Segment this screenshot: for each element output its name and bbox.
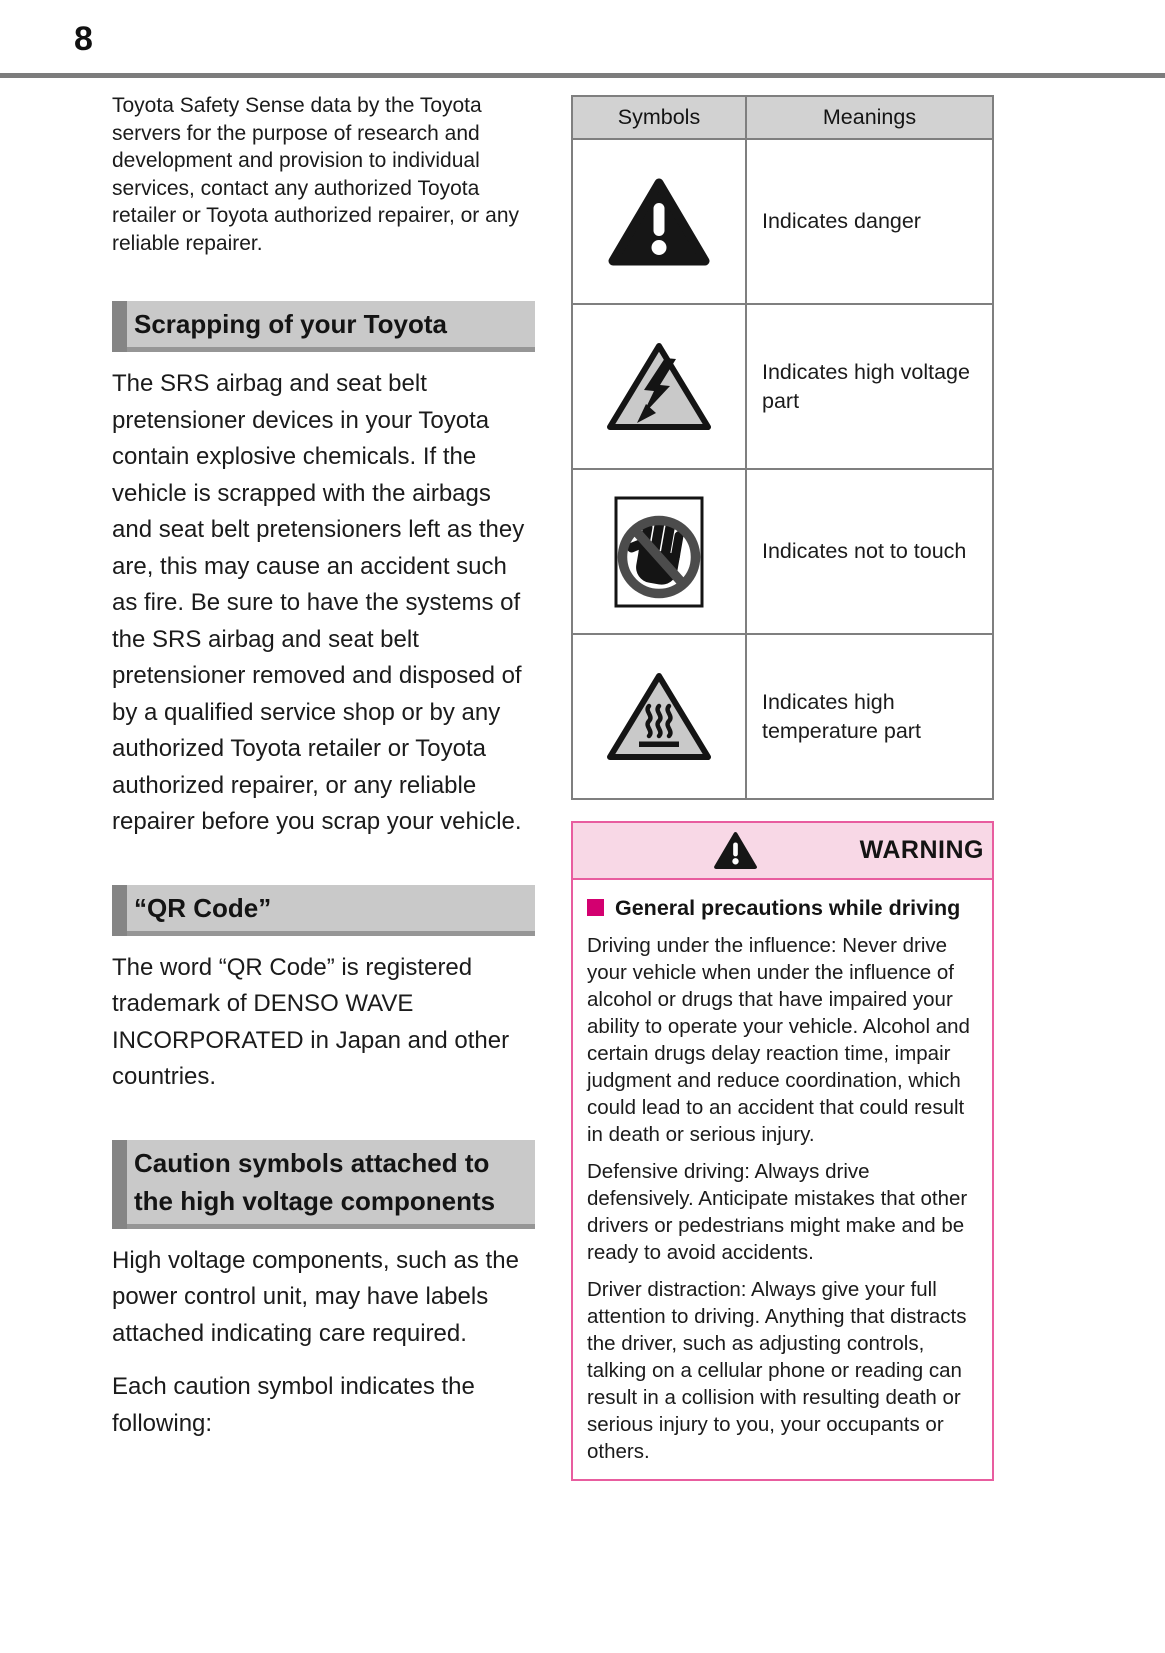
high-temperature-triangle-icon [604, 668, 714, 765]
section-header-qr-code [112, 885, 535, 936]
warning-header [573, 823, 992, 880]
table-header-row [572, 96, 993, 139]
page-content [112, 86, 994, 1481]
left-column [112, 86, 535, 1481]
warning-box [571, 821, 994, 1481]
section-header-tab [112, 301, 127, 352]
warning-paragraph: Defensive driving: Always drive defensively. Anticipate mistakes that other drivers or pedestrians might make and be ready to avoid accidents. [587, 1160, 968, 1264]
intro-paragraph: Toyota Safety Sense data by the Toyota servers for the purpose of research and development and provision to individual services, contact any authorized Toyota retailer or Toyota authorized repairer, or any reliable repairer. [112, 94, 519, 255]
meaning-cell: Indicates not to touch [746, 469, 993, 634]
high-voltage-triangle-icon [604, 338, 714, 435]
section-paragraph: Each caution symbol indicates the following: [112, 1373, 475, 1437]
symbol-cell [572, 139, 746, 304]
warning-paragraph: Driving under the influence: Never drive your vehicle when under the influence of alcohol or drugs that have impaired your ability to operate your vehicle. Alcohol and certain drugs delay reaction time, impair judgment and reduce coordination, which could lead to an accident that could result in death or serious injury. [587, 934, 970, 1146]
danger-triangle-icon [607, 176, 711, 268]
section-title: Scrapping of your Toyota [134, 309, 447, 339]
symbol-cell [572, 634, 746, 799]
warning-subheading-text: General precautions while driving [615, 896, 961, 920]
caution-symbols-table [571, 95, 994, 800]
section-header-caution-symbols [112, 1140, 535, 1229]
symbol-cell [572, 304, 746, 469]
section-header-scrapping [112, 301, 535, 352]
section-title: Caution symbols attached to the high voltage components [134, 1147, 496, 1216]
do-not-touch-icon [613, 495, 705, 609]
section-paragraph: The SRS airbag and seat belt pretensioner devices in your Toyota contain explosive chemicals. If the vehicle is scrapped with the airbags and seat belt pretensioners left as they are, this may cause an accident such as fire. Be sure to have the systems of the SRS airbag and seat belt pretensioner removed and disposed of by a qualified service shop or by any authorized Toyota retailer or Toyota authorized repairer, or any reliable repairer before you scrap your vehicle. [112, 370, 525, 835]
page-number: 8 [74, 20, 93, 58]
section-paragraph: High voltage components, such as the power control unit, may have labels attached indicating care required. [112, 1246, 519, 1347]
warning-paragraph: Driver distraction: Always give your full attention to driving. Anything that distracts the driver, such as adjusting controls, talking on a cellular phone or reading can result in a collision with resulting death or serious injury to you, your occupants or others. [587, 1278, 967, 1463]
section-paragraph: The word “QR Code” is registered trademark of DENSO WAVE INCORPORATED in Japan and other countries. [112, 953, 510, 1090]
meaning-cell: Indicates high voltage part [746, 304, 993, 469]
section-header-tab [112, 885, 127, 936]
right-column [571, 86, 994, 1481]
section-header-tab [112, 1140, 127, 1229]
warning-subheading [587, 894, 974, 922]
table-row [572, 304, 993, 469]
warning-body [573, 880, 992, 1479]
warning-title: WARNING [859, 836, 984, 864]
top-divider-rule [0, 73, 1165, 78]
table-row [572, 469, 993, 634]
meaning-cell: Indicates high temperature part [746, 634, 993, 799]
section-title: “QR Code” [134, 892, 272, 923]
symbol-cell [572, 469, 746, 634]
warning-triangle-icon [713, 831, 758, 870]
table-row [572, 139, 993, 304]
meanings-column-header: Meanings [746, 96, 993, 139]
meaning-cell: Indicates danger [746, 139, 993, 304]
table-row [572, 634, 993, 799]
symbols-column-header: Symbols [572, 96, 746, 139]
magenta-square-bullet-icon [587, 899, 604, 916]
